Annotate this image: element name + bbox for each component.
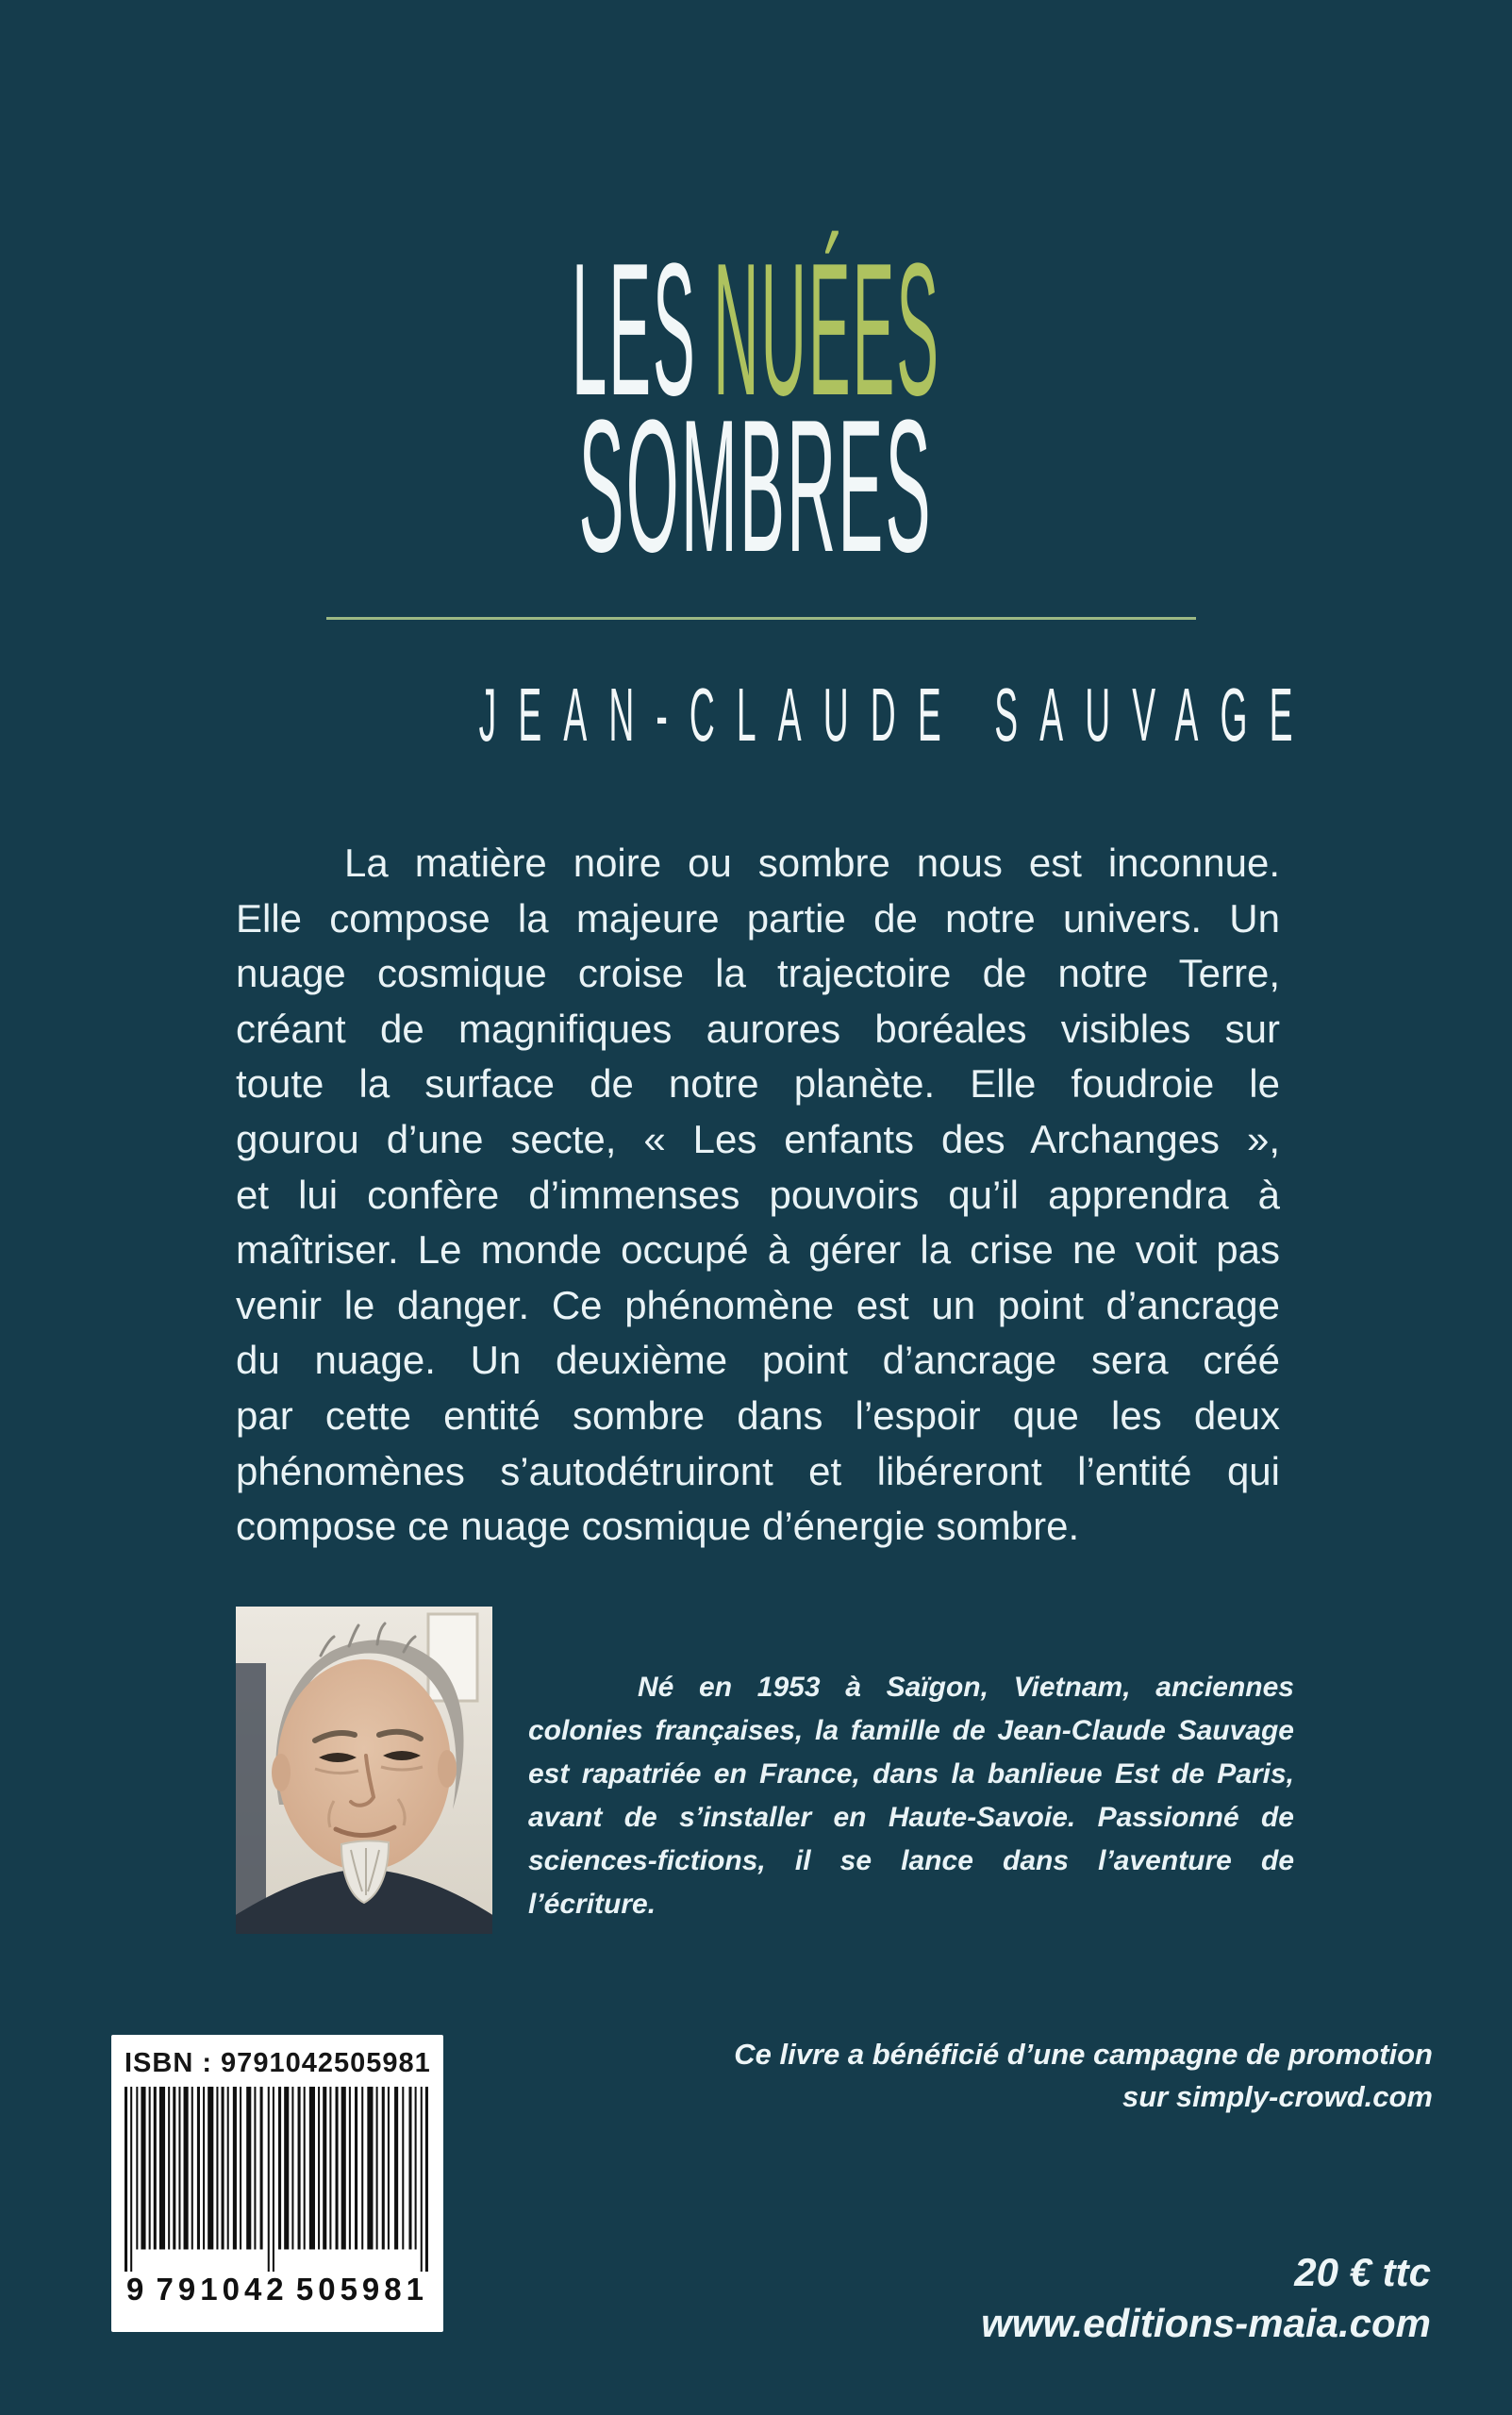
synopsis-line: gourou d’une secte, « Les enfants des Archanges », — [236, 1116, 1280, 1161]
promo-line-2: sur simply-crowd.com — [1122, 2080, 1433, 2113]
photo-left-ear — [272, 1754, 291, 1791]
photo-face — [277, 1659, 451, 1871]
synopsis-line: Elle compose la majeure partie de notre univers. Un — [236, 895, 1280, 941]
title-word-sombres: SOMBRES — [578, 381, 934, 591]
bio-line: avant de s’installer en Haute-Savoie. Passionné de — [528, 1802, 1294, 1833]
price-label: 20 € ttc — [1294, 2250, 1431, 2294]
synopsis-line: venir le danger. Ce phénomène est un point d’ancrage — [236, 1282, 1280, 1327]
promo-note — [734, 2033, 1433, 2118]
barcode-digit-lead: 9 — [126, 2272, 149, 2307]
bio-line: sciences-fictions, il se lance dans l’aventure de l’écriture. — [528, 1845, 1294, 1920]
synopsis-line: maîtriser. Le monde occupé à gérer la crise ne voit pas — [236, 1227, 1280, 1273]
barcode-bars — [125, 2087, 430, 2272]
barcode-box — [111, 2035, 443, 2332]
book-title — [0, 225, 1512, 591]
publisher-website: www.editions-maia.com — [981, 2301, 1431, 2345]
title-divider — [326, 617, 1196, 620]
barcode-digit-group-2: 505981 — [295, 2272, 428, 2307]
barcode-digits — [125, 2272, 430, 2307]
title-line-2 — [0, 381, 1512, 591]
synopsis-line: et lui confère d’immenses pouvoirs qu’il apprendra à — [236, 1172, 1280, 1217]
synopsis-line: toute la surface de notre planète. Elle foudroie le — [236, 1061, 1280, 1107]
synopsis-line: créant de magnifiques aurores boréales visibles sur — [236, 1006, 1280, 1051]
synopsis-line: compose ce nuage cosmique d’énergie sombre. — [236, 1504, 1080, 1549]
synopsis-line: par cette entité sombre dans l’espoir que les deux — [236, 1392, 1280, 1438]
author-photo — [236, 1607, 492, 1934]
synopsis-line: phénomènes s’autodétruiront et libéreront l’entité qui — [236, 1448, 1280, 1493]
bio-line: est rapatriée en France, dans la banlieue Est de Paris, — [528, 1758, 1294, 1790]
isbn-label: ISBN : 9791042505981 — [125, 2048, 431, 2078]
author-bio — [528, 1666, 1294, 1926]
synopsis-paragraph — [236, 836, 1280, 1555]
pricing-block — [981, 2247, 1431, 2349]
bio-line: Né en 1953 à Saïgon, Vietnam, anciennes — [638, 1672, 1294, 1703]
photo-right-ear — [438, 1750, 457, 1788]
synopsis-line: du nuage. Un deuxième point d’ancrage sera créé — [236, 1338, 1280, 1383]
synopsis-line: nuage cosmique croise la trajectoire de notre Terre, — [236, 951, 1280, 996]
title-word-nuees: NUÉES — [713, 225, 940, 435]
bio-line: colonies françaises, la famille de Jean-Claude Sauvage — [528, 1715, 1294, 1746]
photo-dark-doorway — [236, 1663, 266, 1934]
promo-line-1: Ce livre a bénéficié d’une campagne de promotion — [734, 2038, 1433, 2071]
title-word-les: LES — [572, 225, 697, 435]
author-name: JEAN-CLAUDE SAUVAGE — [478, 673, 1315, 757]
barcode-digit-group-1: 791042 — [156, 2272, 289, 2307]
synopsis-line: La matière noire ou sombre nous est inconnue. — [344, 841, 1280, 885]
